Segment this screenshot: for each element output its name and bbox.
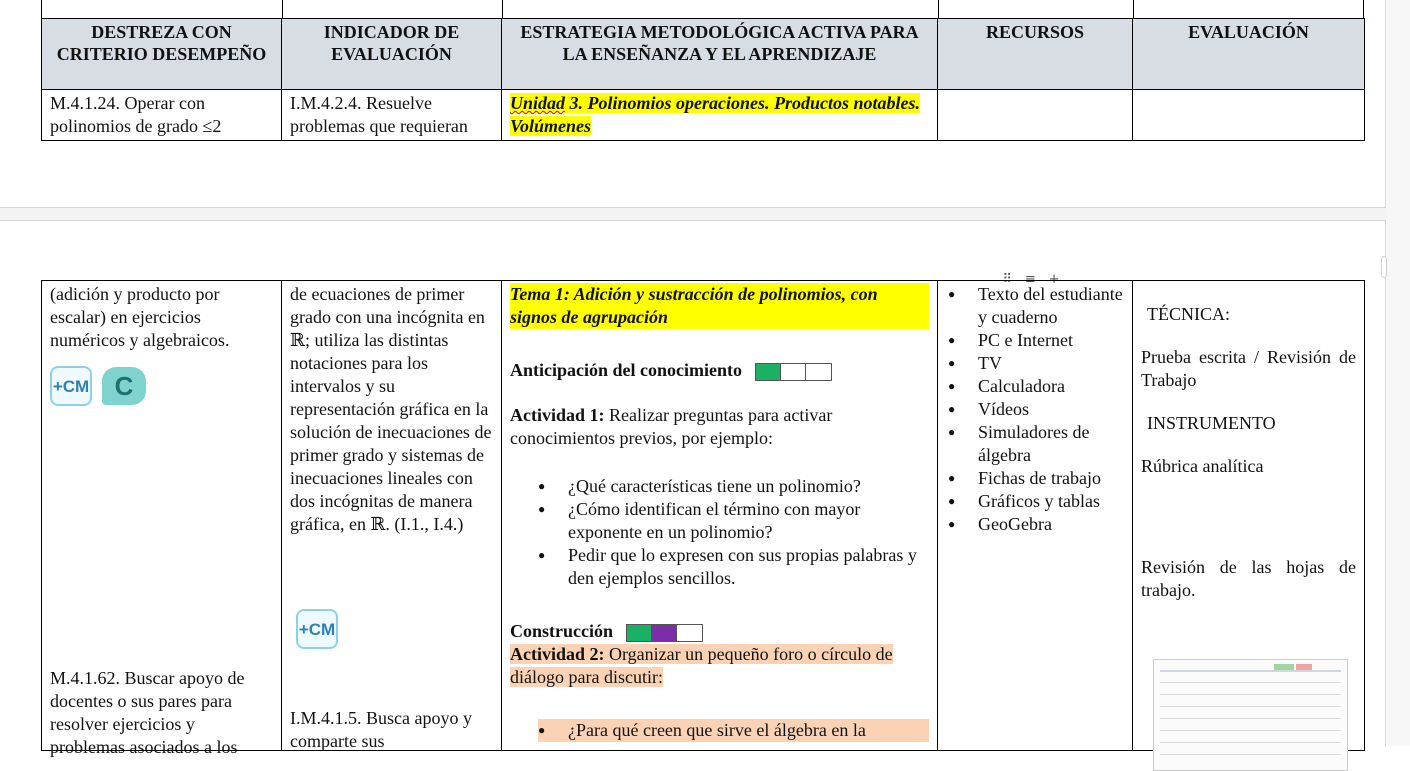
sort-lines-icon[interactable]: ≡	[1024, 271, 1036, 287]
cell-evaluacion[interactable]	[1133, 281, 1365, 751]
cell-indicador[interactable]	[282, 281, 502, 751]
tema-title: Tema 1: Adición y sustracción de polinomios, con signos de agrupación	[510, 283, 929, 329]
list-item: ● Simuladores de álgebra	[948, 421, 1124, 467]
c-bubble-icon: C	[102, 367, 146, 405]
actividad-2-list	[538, 719, 929, 742]
instrumento-text: Rúbrica analítica	[1141, 456, 1264, 476]
construccion-heading: Construcción	[510, 620, 929, 643]
cell-evaluacion-top[interactable]	[1133, 90, 1365, 141]
list-item: ● Vídeos	[948, 398, 1124, 421]
cell-indicador-top[interactable]: I.M.4.2.4. Resuelve problemas que requieran	[282, 90, 502, 141]
revision-text: Revisión de las hojas de trabajo.	[1141, 557, 1356, 600]
list-item: ● Pedir que lo expresen con sus propias palabras y den ejemplos sencillos.	[538, 544, 929, 590]
list-item: ● GeoGebra	[948, 513, 1124, 536]
cell-estrategia-top[interactable]	[502, 90, 938, 141]
planning-table-header	[41, 18, 1365, 141]
cell-destreza-top[interactable]: M.4.1.24. Operar con polinomios de grado ≤2	[42, 90, 282, 141]
rubric-thumbnail[interactable]	[1153, 659, 1348, 771]
header-indicador: INDICADOR DE EVALUACIÓN	[282, 19, 502, 90]
header-recursos: RECURSOS	[938, 19, 1133, 90]
cell-recursos-top[interactable]	[938, 90, 1133, 141]
construccion-progress	[626, 624, 703, 642]
tecnica-text: Prueba escrita / Revisión de Trabajo	[1141, 347, 1356, 390]
instrumento-label: INSTRUMENTO	[1147, 413, 1276, 433]
list-item: ● ¿Qué características tiene un polinomio?	[538, 475, 929, 498]
unidad-title: Unidad 3. Polinomios operaciones. Productos notables. Volúmenes	[510, 93, 921, 136]
planning-table-body	[41, 280, 1365, 757]
tecnica-label: TÉCNICA:	[1147, 304, 1230, 324]
list-item: ● ¿Para qué creen que sirve el álgebra en la	[538, 719, 929, 742]
page-gap	[0, 208, 1410, 220]
actividad-2: Actividad 2: Organizar un pequeño foro o círculo de diálogo para discutir:	[510, 644, 893, 687]
anticipacion-heading: Anticipación del conocimiento	[510, 359, 929, 382]
indicador-2-text: I.M.4.1.5. Busca apoyo y comparte sus	[290, 708, 472, 751]
cell-recursos[interactable]	[938, 281, 1133, 751]
cell-estrategia[interactable]	[502, 281, 938, 751]
list-item: ● Texto del estudiante y cuaderno	[948, 283, 1124, 329]
list-item: ● ¿Cómo identifican el término con mayor exponente en un polinomio?	[538, 498, 929, 544]
drag-handle-icon[interactable]: ⠿	[1002, 271, 1012, 287]
add-icon[interactable]: +	[1048, 271, 1060, 287]
preguntas-list	[538, 475, 929, 590]
header-estrategia: ESTRATEGIA METODOLÓGICA ACTIVA PARA LA ENSEÑANZA Y EL APRENDIZAJE	[502, 19, 938, 90]
cell-destreza[interactable]	[42, 281, 282, 757]
cm-badge-icon: +CM	[296, 609, 338, 649]
destreza-text: (adición y producto por escalar) en ejercicios numéricos y algebraicos.	[50, 284, 230, 350]
cm-badge-icon: +CM	[50, 366, 92, 406]
indicador-text: de ecuaciones de primer grado con una incógnita en ℝ; utiliza las distintas notaciones para los intervalos y su representación gráfica en la solución de inecuaciones de primer grado y sistemas de inecuaciones lineales con dos incógnitas de manera gráfica, en ℝ. (I.1., I.4.)	[290, 284, 492, 534]
table-top-continuation	[41, 0, 1364, 18]
list-item: ● TV	[948, 352, 1124, 375]
list-item: ● Gráficos y tablas	[948, 490, 1124, 513]
right-margin	[1387, 0, 1410, 746]
anticipacion-progress	[755, 363, 832, 381]
destreza-2-text: M.4.1.62. Buscar apoyo de docentes o sus pares para resolver ejercicios y problemas asociados a los	[50, 668, 245, 757]
side-scroll-handle[interactable]	[1381, 256, 1387, 278]
header-destreza: DESTREZA CON CRITERIO DESEMPEÑO	[42, 19, 282, 90]
list-item: ● PC e Internet	[948, 329, 1124, 352]
recursos-list	[948, 283, 1124, 536]
actividad-1: Actividad 1: Realizar preguntas para activar conocimientos previos, por ejemplo:	[510, 405, 833, 448]
list-item: ● Calculadora	[948, 375, 1124, 398]
list-item: ● Fichas de trabajo	[948, 467, 1124, 490]
header-evaluacion: EVALUACIÓN	[1133, 19, 1365, 90]
